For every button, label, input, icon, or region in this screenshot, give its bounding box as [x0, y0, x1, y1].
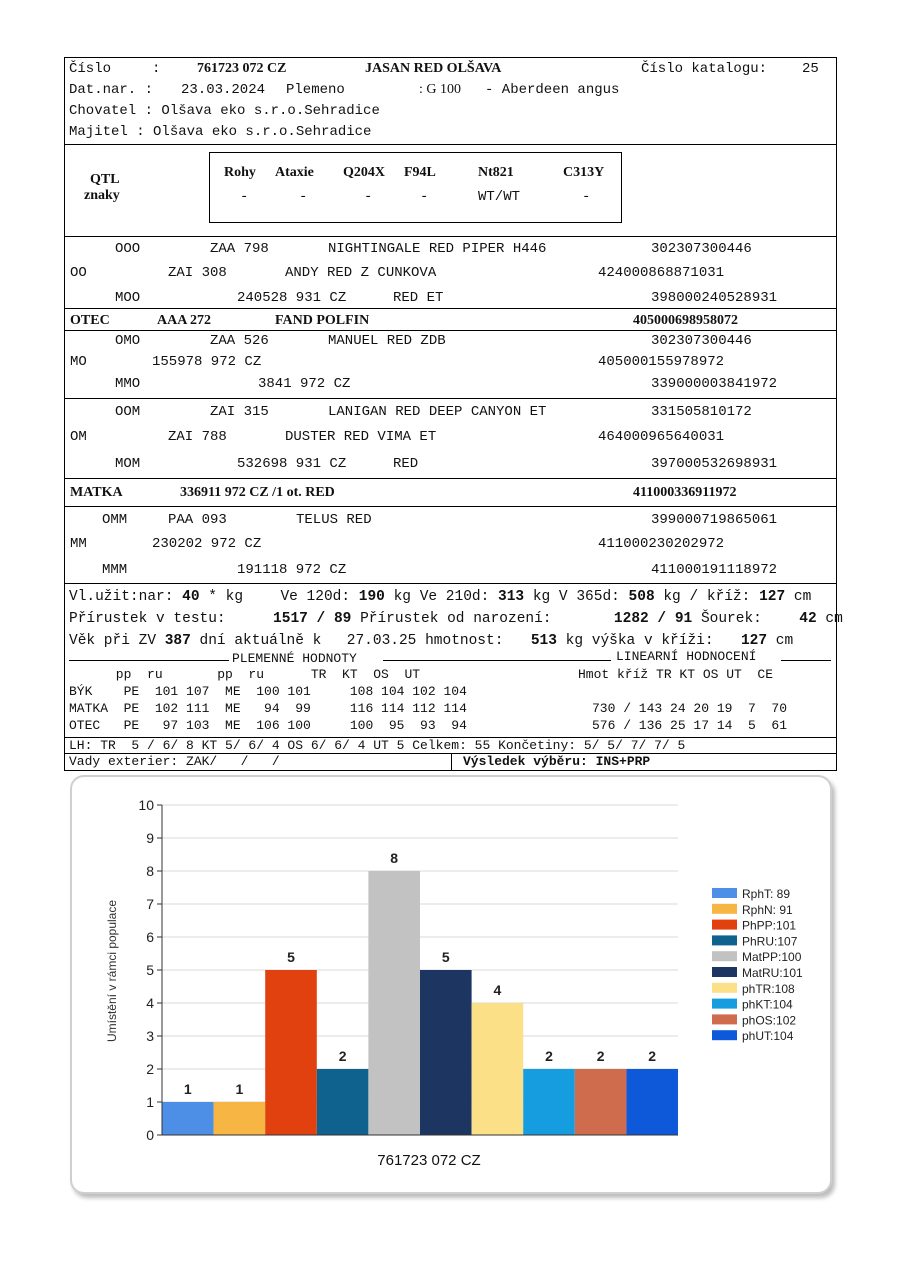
bar-value-label: 2 — [596, 1048, 605, 1064]
perf-kriz-value: 127 — [759, 589, 786, 605]
perf-prirustek-nar-value: 1282 / 91 — [613, 611, 693, 627]
y-tick-label: 5 — [146, 962, 154, 978]
perf-vluzit-label: Vl.užit:nar: — [69, 589, 174, 605]
divider-matka-top — [64, 478, 837, 479]
y-tick-label: 3 — [146, 1028, 154, 1044]
legend-label: RphT: 89 — [742, 887, 791, 901]
qtl-value-ataxie: - — [299, 189, 308, 205]
datnar-value: 23.03.2024 — [181, 82, 266, 98]
pedigree-omm-code: OMM — [102, 512, 128, 528]
pedigree-mom-code: MOM — [115, 456, 141, 472]
legend-label: phKT:104 — [742, 997, 793, 1012]
chovatel: Chovatel : Olšava eko s.r.o.Sehradice — [69, 103, 380, 119]
bar — [472, 1003, 524, 1135]
perf-sourek-value: 42 — [799, 611, 817, 627]
qtl-header-nt821: Nt821 — [478, 165, 514, 180]
divider-matka-bottom — [64, 506, 837, 507]
perf-vyska-label: kg výška v kříži: — [565, 633, 714, 649]
plemenne-rule-left — [69, 660, 229, 661]
plemeno-label: Plemeno — [286, 82, 345, 98]
pedigree-oo-id: ZAI 308 — [168, 265, 227, 281]
pedigree-omm-name: TELUS RED — [296, 512, 372, 528]
bar — [420, 970, 472, 1135]
y-tick-label: 10 — [138, 797, 154, 813]
y-tick-label: 7 — [146, 896, 154, 912]
legend-swatch — [712, 935, 737, 945]
pedigree-om-code: OM — [70, 429, 87, 445]
pedigree-mm-id: 230202 972 CZ — [152, 536, 262, 552]
perf-kriz-unit: cm — [793, 589, 812, 605]
bar — [523, 1069, 575, 1135]
lh-line: LH: TR 5 / 6/ 8 KT 5/ 6/ 4 OS 6/ 6/ 4 UT 5 Celkem: 55 Končetiny: 5/ 5/ 7/ 7/ 5 — [69, 738, 686, 753]
perf-date: 27.03.25 — [346, 633, 417, 649]
bar-value-label: 4 — [493, 982, 502, 998]
otec-name: FAND POLFIN — [275, 313, 370, 328]
y-tick-label: 0 — [146, 1127, 154, 1143]
bar — [214, 1102, 266, 1135]
otec-code: OTEC — [70, 313, 110, 328]
qtl-value-nt821: WT/WT — [478, 189, 521, 205]
divider-otec-bottom — [64, 330, 837, 331]
pedigree-mom-num: 397000532698931 — [651, 456, 778, 472]
legend-swatch — [712, 904, 737, 914]
breeding-row-byk: BÝK PE 101 107 ME 100 101 108 104 102 104 — [69, 684, 467, 699]
pedigree-omo-id: ZAA 526 — [210, 333, 269, 349]
otec-id: AAA 272 — [157, 313, 212, 328]
legend-swatch — [712, 888, 737, 898]
perf-vluzit-value: 40 — [182, 589, 200, 605]
qtl-value-f94l: - — [420, 189, 429, 205]
perf-prirustek-test-value: 1517 / 89 — [273, 611, 352, 627]
bar — [162, 1102, 214, 1135]
pedigree-mo-code: MO — [70, 354, 87, 370]
perf-row-2 — [69, 611, 843, 627]
divider-maternal — [64, 398, 837, 399]
bar-value-label: 2 — [545, 1048, 553, 1064]
perf-vyska-unit: cm — [775, 633, 794, 649]
bar-chart — [72, 777, 830, 1192]
bar-value-label: 8 — [390, 850, 399, 866]
pedigree-mom-id: 532698 931 CZ — [237, 456, 347, 472]
cislo-label: Číslo — [69, 61, 112, 77]
perf-row-1 — [69, 589, 811, 605]
pedigree-moo-code: MOO — [115, 290, 141, 306]
legend-swatch — [712, 951, 737, 961]
vady-exterier: Vady exterier: ZAK/ / / — [69, 754, 280, 769]
divider-performance — [64, 583, 837, 584]
pedigree-ooo-name: NIGHTINGALE RED PIPER H446 — [328, 241, 547, 257]
perf-hmotnost-value: 513 — [530, 633, 557, 649]
pedigree-ooo-code: OOO — [115, 241, 141, 257]
perf-v365-label: kg V 365d: — [532, 589, 620, 605]
linearni-heading: LINEARNÍ HODNOCENÍ — [616, 649, 757, 664]
qtl-value-rohy: - — [240, 189, 249, 205]
pedigree-omm-num: 399000719865061 — [651, 512, 778, 528]
qtl-table — [209, 152, 622, 223]
pedigree-om-name: DUSTER RED VIMA ET — [285, 429, 437, 445]
pedigree-moo-name: RED ET — [393, 290, 444, 306]
bar-value-label: 5 — [287, 949, 295, 965]
perf-ve120-value: 190 — [358, 589, 385, 605]
perf-ve210-value: 313 — [498, 589, 525, 605]
bar — [265, 970, 317, 1135]
pedigree-oo-name: ANDY RED Z CUNKOVA — [285, 265, 437, 281]
legend-swatch — [712, 983, 737, 993]
perf-vek-value: 387 — [164, 633, 191, 649]
qtl-header-f94l: F94L — [404, 165, 436, 180]
chart-x-label: 761723 072 CZ — [377, 1152, 481, 1169]
legend-label: RphN: 91 — [742, 902, 793, 917]
legend-label: PhRU:107 — [742, 934, 798, 949]
pedigree-mm-code: MM — [70, 536, 87, 552]
pedigree-omo-name: MANUEL RED ZDB — [328, 333, 446, 349]
breeding-header-right: Hmot kříž TR KT OS UT CE — [578, 667, 774, 682]
bar-value-label: 2 — [338, 1048, 347, 1064]
qtl-header-c313y: C313Y — [563, 165, 605, 180]
qtl-header-rohy: Rohy — [224, 165, 256, 180]
perf-ve120-label: Ve 120d: — [280, 589, 351, 605]
pedigree-omo-num: 302307300446 — [651, 333, 752, 349]
perf-prirustek-nar-label: Přírustek od narození: — [360, 611, 552, 627]
plemeno-value: - Aberdeen angus — [485, 82, 620, 98]
plemeno-colon: : G 100 — [419, 82, 461, 97]
y-tick-label: 2 — [146, 1061, 154, 1077]
legend-swatch — [712, 967, 737, 977]
pedigree-mo-id: 155978 972 CZ — [152, 354, 262, 370]
pedigree-oo-code: OO — [70, 265, 87, 281]
animal-name: JASAN RED OLŠAVA — [365, 61, 502, 76]
pedigree-oom-code: OOM — [115, 404, 141, 420]
bar-value-label: 1 — [235, 1081, 244, 1097]
qtl-label-znaky: znaky — [84, 188, 120, 203]
legend-swatch — [712, 1014, 737, 1024]
pedigree-mmm-id: 191118 972 CZ — [237, 562, 347, 578]
datnar-label: Dat.nar. : — [69, 82, 154, 98]
perf-vek-label: Věk při ZV — [69, 633, 157, 649]
y-tick-label: 6 — [146, 929, 154, 945]
pedigree-mmo-id: 3841 972 CZ — [258, 376, 351, 392]
perf-kriz-label: kg / kříž: — [663, 589, 751, 605]
perf-sourek-unit: cm — [825, 611, 843, 627]
qtl-label: QTL — [90, 172, 120, 187]
legend-label: MatPP:100 — [742, 950, 802, 965]
legend-label: MatRU:101 — [742, 966, 803, 980]
divider-otec-top — [64, 308, 837, 309]
pedigree-omo-code: OMO — [115, 333, 141, 349]
perf-sourek-label: Šourek: — [700, 611, 762, 627]
cislo-colon: : — [152, 61, 161, 77]
pedigree-mo-num: 405000155978972 — [598, 354, 725, 370]
perf-row-3 — [69, 633, 793, 649]
legend-label: PhPP:101 — [742, 918, 797, 933]
qtl-header-ataxie: Ataxie — [275, 165, 314, 180]
pedigree-mmm-code: MMM — [102, 562, 128, 578]
breeding-row-otec: OTEC PE 97 103 ME 106 100 100 95 93 94 — [69, 718, 467, 733]
legend-swatch — [712, 1030, 737, 1040]
pedigree-oom-id: ZAI 315 — [210, 404, 269, 420]
plemenne-heading: PLEMENNÉ HODNOTY — [232, 651, 357, 666]
breeding-header-left: pp ru pp ru TR KT OS UT — [69, 667, 421, 682]
bar — [317, 1069, 369, 1135]
legend-swatch — [712, 920, 737, 930]
qtl-value-c313y: - — [582, 189, 591, 205]
pedigree-moo-id: 240528 931 CZ — [237, 290, 347, 306]
pedigree-moo-num: 398000240528931 — [651, 290, 778, 306]
legend-label: phUT:104 — [742, 1029, 794, 1044]
animal-id: 761723 072 CZ — [197, 61, 287, 76]
pedigree-mm-num: 411000230202972 — [598, 536, 725, 552]
perf-prirustek-test-label: Přírustek v testu: — [69, 611, 226, 627]
chart-y-label: Umístění v rámci populace — [105, 899, 119, 1043]
linear-row-otec: 576 / 136 25 17 14 5 61 — [592, 718, 788, 733]
perf-aktualne-label: dní aktuálně k — [199, 633, 322, 649]
perf-vyska-value: 127 — [740, 633, 768, 649]
qtl-header-q204x: Q204X — [343, 165, 385, 180]
qtl-value-q204x: - — [364, 189, 373, 205]
katalog-label: Číslo katalogu: — [641, 61, 768, 77]
vysledek-vyberu: Výsledek výběru: INS+PRP — [463, 754, 651, 769]
perf-hmotnost-label: hmotnost: — [425, 633, 504, 649]
y-tick-label: 9 — [146, 830, 154, 846]
majitel: Majitel : Olšava eko s.r.o.Sehradice — [69, 124, 372, 140]
linearni-rule-right — [781, 660, 831, 661]
perf-v365-value: 508 — [628, 589, 655, 605]
pedigree-mmm-num: 411000191118972 — [651, 562, 778, 578]
legend-swatch — [712, 999, 737, 1009]
pedigree-oom-num: 331505810172 — [651, 404, 752, 420]
matka-num: 411000336911972 — [633, 485, 737, 500]
katalog-value: 25 — [802, 61, 819, 77]
matka-code: MATKA — [70, 485, 123, 500]
legend-label: phTR:108 — [742, 981, 795, 996]
linear-row-matka: 730 / 143 24 20 19 7 70 — [592, 701, 788, 716]
plemenne-rule-right — [383, 660, 611, 661]
bar — [368, 871, 420, 1135]
perf-vluzit-unit: * kg — [208, 589, 244, 605]
bar-value-label: 2 — [648, 1048, 657, 1064]
pedigree-om-id: ZAI 788 — [168, 429, 227, 445]
pedigree-ooo-id: ZAA 798 — [210, 241, 269, 257]
y-tick-label: 4 — [146, 995, 154, 1011]
pedigree-mmo-num: 339000003841972 — [651, 376, 778, 392]
pedigree-om-num: 464000965640031 — [598, 429, 725, 445]
y-tick-label: 8 — [146, 863, 154, 879]
bar-value-label: 5 — [441, 949, 450, 965]
pedigree-oom-name: LANIGAN RED DEEP CANYON ET — [328, 404, 547, 420]
pedigree-mom-name: RED — [393, 456, 419, 472]
breeding-row-matka: MATKA PE 102 111 ME 94 99 116 114 112 114 — [69, 701, 467, 716]
matka-id: 336911 972 CZ /1 ot. RED — [180, 485, 335, 500]
pedigree-oo-num: 424000868871031 — [598, 265, 725, 281]
pedigree-omm-id: PAA 093 — [168, 512, 227, 528]
perf-ve210-label: kg Ve 210d: — [393, 589, 490, 605]
bar — [626, 1069, 678, 1135]
pedigree-ooo-num: 302307300446 — [651, 241, 752, 257]
bar-value-label: 1 — [183, 1081, 192, 1097]
bar — [575, 1069, 627, 1135]
legend-label: phOS:102 — [742, 1013, 797, 1028]
chart-panel — [70, 775, 832, 1194]
pedigree-mmo-code: MMO — [115, 376, 141, 392]
otec-num: 405000698958072 — [633, 313, 738, 328]
y-tick-label: 1 — [146, 1094, 154, 1110]
